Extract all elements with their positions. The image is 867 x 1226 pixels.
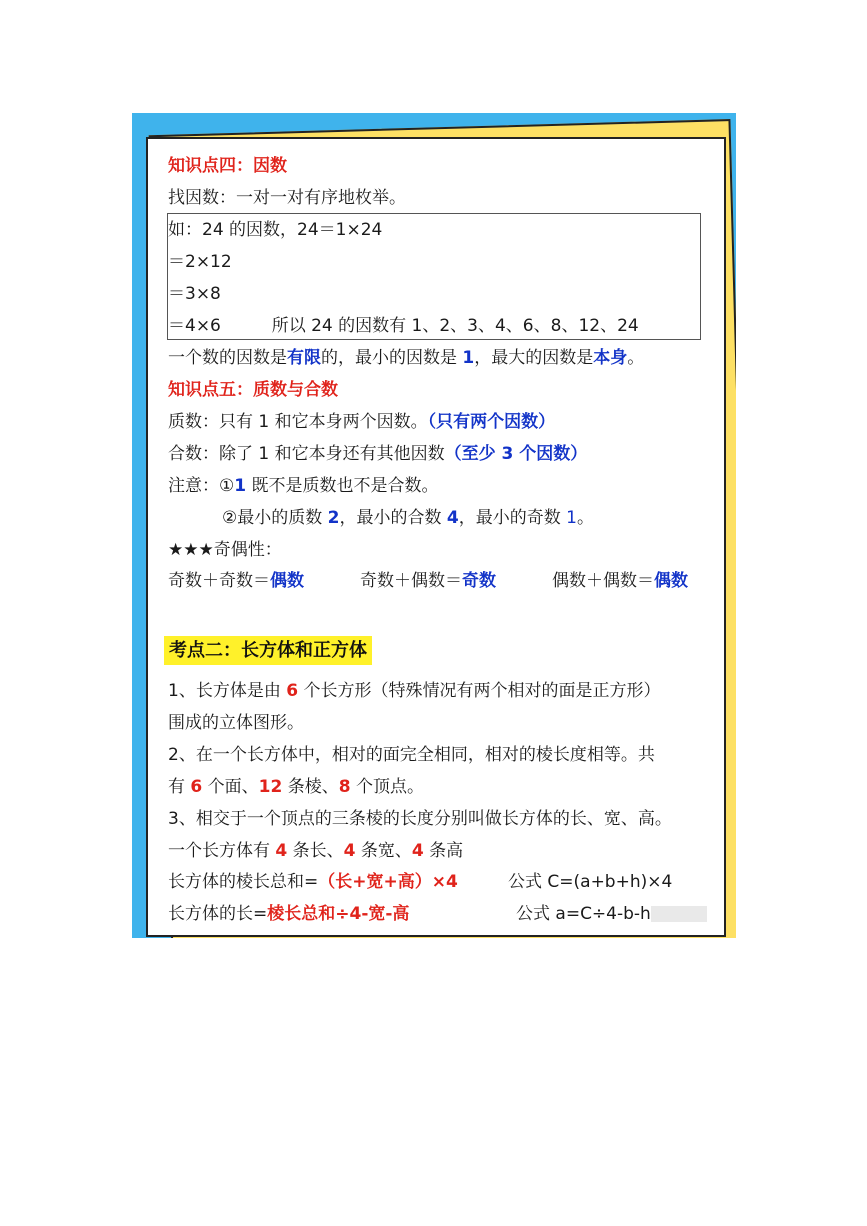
length-formula: 公式 a=C÷4-b-h xyxy=(516,903,707,925)
note-2: ②最小的质数 2，最小的合数 4，最小的奇数 1。 xyxy=(222,508,594,528)
exam2-p1-cont: 围成的立体图形。 xyxy=(168,713,304,733)
parity-rule-1: 奇数＋奇数＝偶数 xyxy=(168,571,304,591)
factor-summary: 一个数的因数是有限的，最小的因数是 1，最大的因数是本身。 xyxy=(168,348,645,368)
parity-rule-2: 奇数＋偶数＝奇数 xyxy=(360,571,496,591)
note-1: 注意：①1 既不是质数也不是合数。 xyxy=(168,476,439,496)
exam2-title: 考点二：长方体和正方体 xyxy=(164,640,372,662)
find-rule: 找因数：一对一对有序地枚举。 xyxy=(168,188,406,208)
example-line-1: 如：24 的因数，24＝1×24 xyxy=(168,220,383,240)
section5-title: 知识点五：质数与合数 xyxy=(168,380,338,400)
parity-title: ★★★奇偶性： xyxy=(168,540,282,560)
example-result: 所以 24 的因数有 1、2、3、4、6、8、12、24 xyxy=(271,316,639,336)
length-rule: 长方体的长=棱长总和÷4-宽-高 xyxy=(168,904,410,924)
exam2-p2-cont: 有 6 个面、12 条棱、8 个顶点。 xyxy=(168,777,424,797)
example-line-4: ＝4×6 所以 24 的因数有 1、2、3、4、6、8、12、24 xyxy=(168,316,639,336)
section4-title: 知识点四：因数 xyxy=(168,156,287,176)
exam2-p3: 3、相交于一个顶点的三条棱的长度分别叫做长方体的长、宽、高。 xyxy=(168,809,672,829)
exam2-p1: 1、长方体是由 6 个长方形（特殊情况有两个相对的面是正方形） xyxy=(168,681,661,701)
prime-definition: 质数：只有 1 和它本身两个因数。（只有两个因数） xyxy=(168,412,556,432)
example-line-2: ＝2×12 xyxy=(168,252,232,272)
exam2-p2: 2、在一个长方体中，相对的面完全相同，相对的棱长度相等。共 xyxy=(168,745,655,765)
exam2-p3-cont: 一个长方体有 4 条长、4 条宽、4 条高 xyxy=(168,841,464,861)
composite-definition: 合数：除了 1 和它本身还有其他因数（至少 3 个因数） xyxy=(168,444,588,464)
edge-sum-formula: 公式 C=(a+b+h)×4 xyxy=(508,872,673,892)
parity-rule-3: 偶数＋偶数＝偶数 xyxy=(552,571,688,591)
example-line-3: ＝3×8 xyxy=(168,284,221,304)
edge-sum-rule: 长方体的棱长总和=（长+宽+高）×4 xyxy=(168,872,458,892)
blurred-watermark xyxy=(651,906,707,922)
